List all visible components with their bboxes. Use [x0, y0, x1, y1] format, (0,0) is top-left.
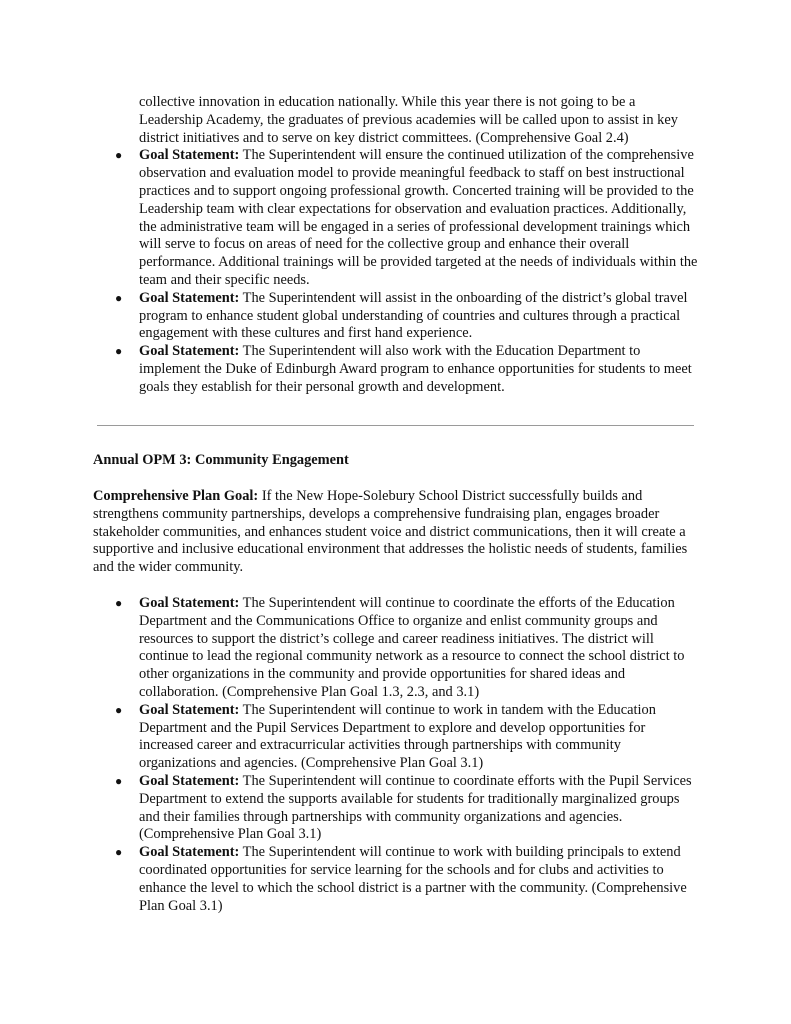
section-heading: Annual OPM 3: Community Engagement	[93, 452, 349, 468]
goal-statement-label: Goal Statement:	[139, 147, 240, 164]
list-item	[115, 844, 701, 915]
bullet-icon: ●	[115, 148, 123, 163]
bullet-icon: ●	[115, 773, 123, 788]
goal-statement-text: The Superintendent will continue to work in tandem with the Education Department and the Pupil Services Department to explore and develop opportunities for increased career and extracurricular activities through partnerships with community organizations and agencies. (Comprehensive Plan Goal 3.1)	[139, 701, 656, 772]
top-goal-list	[115, 147, 701, 396]
list-item	[115, 147, 701, 289]
bullet-icon: ●	[115, 596, 123, 610]
list-item	[115, 595, 701, 702]
plan-goal-label: Comprehensive Plan Goal:	[93, 488, 259, 504]
goal-statement-text: The Superintendent will continue to work with building principals to extend coordinated opportunities for service learning for the schools and for clubs and activities to enhance the level to which the school district is a partner with the community. (Comprehensive Plan Goal 3.1)	[139, 844, 687, 914]
continued-paragraph: collective innovation in education nationally. While this year there is not going to be a Leadership Academy, the graduates of previous academies will be called upon to assist in key district initiatives and to serve on key district committees. (Comprehensive Goal 2.4)	[139, 94, 678, 146]
goal-statement-label: Goal Statement:	[139, 701, 240, 718]
bullet-icon: ●	[115, 702, 123, 717]
bullet-icon: ●	[115, 290, 123, 305]
section-divider	[97, 425, 694, 426]
goal-statement-text: The Superintendent will ensure the continued utilization of the comprehensive observation and evaluation model to provide meaningful feedback to staff on best instructional practices and to support ongoing professional growth. Concerted training will be provided to the Leadership team with clear expectations for observation and evaluation practices. Additionally, the administrative team will be engaged in a series of professional development trainings which will serve to focus on areas of need for the collective group and enhance their overall performance. Additional trainings will be provided targeted at the needs of individuals within the team and their specific needs.	[139, 147, 698, 288]
community-goal-list	[115, 595, 701, 915]
list-item	[115, 772, 701, 844]
goal-statement-text: The Superintendent will continue to coordinate the efforts of the Education Department and the Communications Office to organize and enlist community groups and resources to support the district’s college and career readiness initiatives. The district will continue to lead the regional community network as a resource to connect the school district to other organizations in the community and provide opportunities for shared ideas and collaboration. (Comprehensive Plan Goal 1.3, 2.3, and 3.1)	[139, 595, 685, 700]
goal-statement-label: Goal Statement:	[139, 772, 240, 789]
bullet-icon: ●	[115, 845, 123, 860]
goal-statement-label: Goal Statement:	[139, 595, 240, 611]
goal-statement-label: Goal Statement:	[139, 289, 240, 306]
community-goal-section	[115, 595, 701, 915]
goal-statement-text: The Superintendent will also work with the Education Department to implement the Duke of Edinburgh Award program to enhance opportunities for students to meet goals they establish for their personal growth and development.	[139, 343, 692, 395]
goal-statement-text: The Superintendent will continue to coordinate efforts with the Pupil Services Department to extend the supports available for students for traditionally marginalized groups and their families through partnerships with community organizations and agencies. (Comprehensive Plan Goal 3.1)	[139, 772, 692, 843]
goal-statement-label: Goal Statement:	[139, 844, 240, 861]
bullet-icon: ●	[115, 344, 123, 359]
plan-goal-text: If the New Hope-Solebury School District successfully builds and strengthens community partnerships, develops a comprehensive fundraising plan, engages broader stakeholder communities, and enhances student voice and district communications, then it will create a supportive and inclusive educational environment that addresses the holistic needs of students, families and the wider community.	[93, 488, 688, 576]
goal-statement-label: Goal Statement:	[139, 343, 240, 360]
goal-statement-text: The Superintendent will assist in the onboarding of the district’s global travel program to enhance student global understanding of countries and cultures through a practical engagement with these cultures and first hand experience.	[139, 289, 688, 342]
top-section	[115, 94, 701, 397]
list-item	[115, 289, 701, 343]
plan-goal-paragraph	[93, 488, 703, 577]
list-item	[115, 701, 701, 773]
list-item	[115, 343, 701, 396]
